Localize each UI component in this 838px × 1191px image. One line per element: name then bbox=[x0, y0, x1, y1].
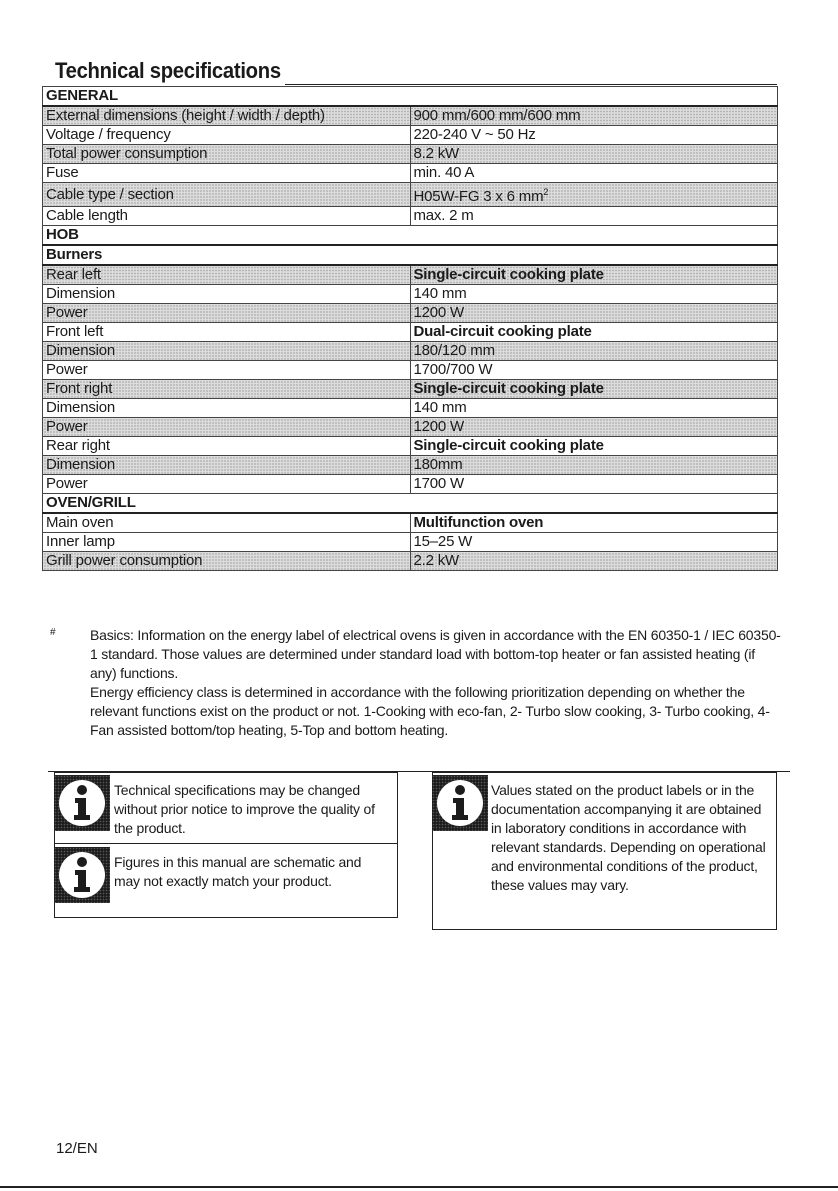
spec-value bbox=[410, 475, 778, 494]
info-icon bbox=[54, 775, 110, 831]
spec-label: Power bbox=[43, 361, 411, 380]
footnote-paragraph-2: Energy efficiency class is determined in accordance with the following prioritization depending on whether the relevant functions exist on the product or not. 1-Cooking with eco-fan, 2- Turbo slow cooking, 3- Turbo cooking, 4- Fan assisted bottom/top heating, 5-Top and bottom heating. bbox=[90, 684, 770, 738]
spec-label: Cable type / section bbox=[43, 183, 411, 207]
section-heading: Burners bbox=[43, 245, 778, 265]
spec-value-text: 140 mm bbox=[413, 399, 467, 416]
spec-label: Rear right bbox=[43, 437, 411, 456]
spec-row bbox=[43, 342, 778, 361]
spec-label: Power bbox=[43, 475, 411, 494]
spec-label: Total power consumption bbox=[43, 145, 411, 164]
spec-label: Power bbox=[43, 304, 411, 323]
spec-label: Voltage / frequency bbox=[43, 126, 411, 145]
spec-row bbox=[43, 285, 778, 304]
footnote-paragraph-1: Basics: Information on the energy label of electrical ovens is given in accordance with the EN 60350-1 / IEC 60350-1 standard. Those values are determined under standard load with bottom-top heater or fan assisted heating (if any) functions. bbox=[90, 627, 781, 681]
section-heading: GENERAL bbox=[43, 87, 778, 107]
spec-row bbox=[43, 475, 778, 494]
spec-value bbox=[410, 145, 778, 164]
spec-value-text: 180/120 mm bbox=[413, 342, 495, 359]
page-title: Technical specifications bbox=[55, 58, 281, 83]
spec-value bbox=[410, 207, 778, 226]
spec-value-text: 1700/700 W bbox=[413, 361, 493, 378]
section-row bbox=[43, 494, 778, 514]
spec-value bbox=[410, 399, 778, 418]
spec-label: Fuse bbox=[43, 164, 411, 183]
spec-table-body bbox=[43, 87, 778, 571]
info-icon bbox=[432, 775, 488, 831]
spec-row bbox=[43, 207, 778, 226]
spec-value bbox=[410, 552, 778, 571]
notice-box-right bbox=[432, 772, 777, 930]
spec-row bbox=[43, 552, 778, 571]
spec-row bbox=[43, 323, 778, 342]
spec-label: External dimensions (height / width / depth) bbox=[43, 106, 411, 126]
spec-value bbox=[410, 106, 778, 126]
spec-value-text: 220-240 V ~ 50 Hz bbox=[413, 126, 536, 143]
spec-row bbox=[43, 304, 778, 323]
notice-specs-changed: Technical specifications may be changed without prior notice to improve the quality of the product. bbox=[114, 782, 375, 836]
spec-label: Inner lamp bbox=[43, 533, 411, 552]
spec-value bbox=[410, 265, 778, 285]
spec-value-text: 1200 W bbox=[413, 418, 464, 435]
section-heading: OVEN/GRILL bbox=[43, 494, 778, 514]
spec-label: Front right bbox=[43, 380, 411, 399]
spec-value bbox=[410, 380, 778, 399]
spec-value bbox=[410, 533, 778, 552]
spec-label: Front left bbox=[43, 323, 411, 342]
spec-row bbox=[43, 126, 778, 145]
spec-row bbox=[43, 399, 778, 418]
spec-row bbox=[43, 145, 778, 164]
notice-separator bbox=[55, 843, 397, 844]
spec-row bbox=[43, 456, 778, 475]
spec-label: Rear left bbox=[43, 265, 411, 285]
spec-label: Power bbox=[43, 418, 411, 437]
spec-table bbox=[42, 86, 778, 571]
spec-row bbox=[43, 183, 778, 207]
spec-value bbox=[410, 304, 778, 323]
spec-value-text: 15–25 W bbox=[413, 533, 473, 550]
spec-value bbox=[410, 456, 778, 475]
page-number: 12/EN bbox=[56, 1140, 98, 1157]
spec-row bbox=[43, 265, 778, 285]
spec-label: Dimension bbox=[43, 342, 411, 361]
footnote-mark: # bbox=[50, 627, 56, 638]
notice-box-left bbox=[54, 772, 398, 918]
section-heading: HOB bbox=[43, 226, 778, 246]
spec-value-text: 8.2 kW bbox=[413, 145, 459, 162]
spec-value bbox=[410, 323, 778, 342]
spec-row bbox=[43, 361, 778, 380]
spec-value bbox=[410, 342, 778, 361]
spec-row bbox=[43, 380, 778, 399]
notice-lab-values: Values stated on the product labels or in the documentation accompanying it are obtained in laboratory conditions in accordance with relevant standards. Depending on operational and environmental conditions of the product, these values may vary. bbox=[491, 782, 766, 893]
spec-row bbox=[43, 533, 778, 552]
spec-row bbox=[43, 418, 778, 437]
spec-value-text: H05W-FG 3 x 6 mm bbox=[413, 188, 544, 205]
spec-value-text: Dual-circuit cooking plate bbox=[413, 323, 592, 340]
spec-label: Main oven bbox=[43, 513, 411, 533]
spec-label: Cable length bbox=[43, 207, 411, 226]
section-row bbox=[43, 226, 778, 246]
spec-label: Grill power consumption bbox=[43, 552, 411, 571]
spec-value-text: 1200 W bbox=[413, 304, 464, 321]
spec-label: Dimension bbox=[43, 456, 411, 475]
spec-value-superscript: 2 bbox=[543, 187, 549, 197]
info-icon bbox=[54, 847, 110, 903]
footnote bbox=[50, 626, 785, 740]
spec-value-text: 140 mm bbox=[413, 285, 467, 302]
spec-row bbox=[43, 513, 778, 533]
spec-value bbox=[410, 164, 778, 183]
spec-row bbox=[43, 164, 778, 183]
spec-value bbox=[410, 437, 778, 456]
spec-value bbox=[410, 361, 778, 380]
spec-value-text: max. 2 m bbox=[413, 207, 474, 224]
spec-value bbox=[410, 418, 778, 437]
bottom-rule bbox=[0, 1186, 838, 1188]
spec-value bbox=[410, 183, 778, 207]
spec-value-text: Multifunction oven bbox=[413, 514, 544, 531]
spec-value bbox=[410, 513, 778, 533]
spec-value-text: 2.2 kW bbox=[413, 552, 459, 569]
title-rule bbox=[285, 84, 777, 85]
spec-row bbox=[43, 106, 778, 126]
section-row bbox=[43, 245, 778, 265]
spec-value-text: 180mm bbox=[413, 456, 463, 473]
spec-label: Dimension bbox=[43, 285, 411, 304]
spec-value bbox=[410, 126, 778, 145]
spec-value-text: 1700 W bbox=[413, 475, 464, 492]
spec-value-text: min. 40 A bbox=[413, 164, 475, 181]
spec-value-text: Single-circuit cooking plate bbox=[413, 266, 604, 283]
spec-row bbox=[43, 437, 778, 456]
notice-schematic: Figures in this manual are schematic and may not exactly match your product. bbox=[114, 854, 362, 889]
spec-value-text: 900 mm/600 mm/600 mm bbox=[413, 107, 581, 124]
spec-label: Dimension bbox=[43, 399, 411, 418]
spec-value bbox=[410, 285, 778, 304]
spec-value-text: Single-circuit cooking plate bbox=[413, 380, 604, 397]
spec-value-text: Single-circuit cooking plate bbox=[413, 437, 604, 454]
section-row bbox=[43, 87, 778, 107]
